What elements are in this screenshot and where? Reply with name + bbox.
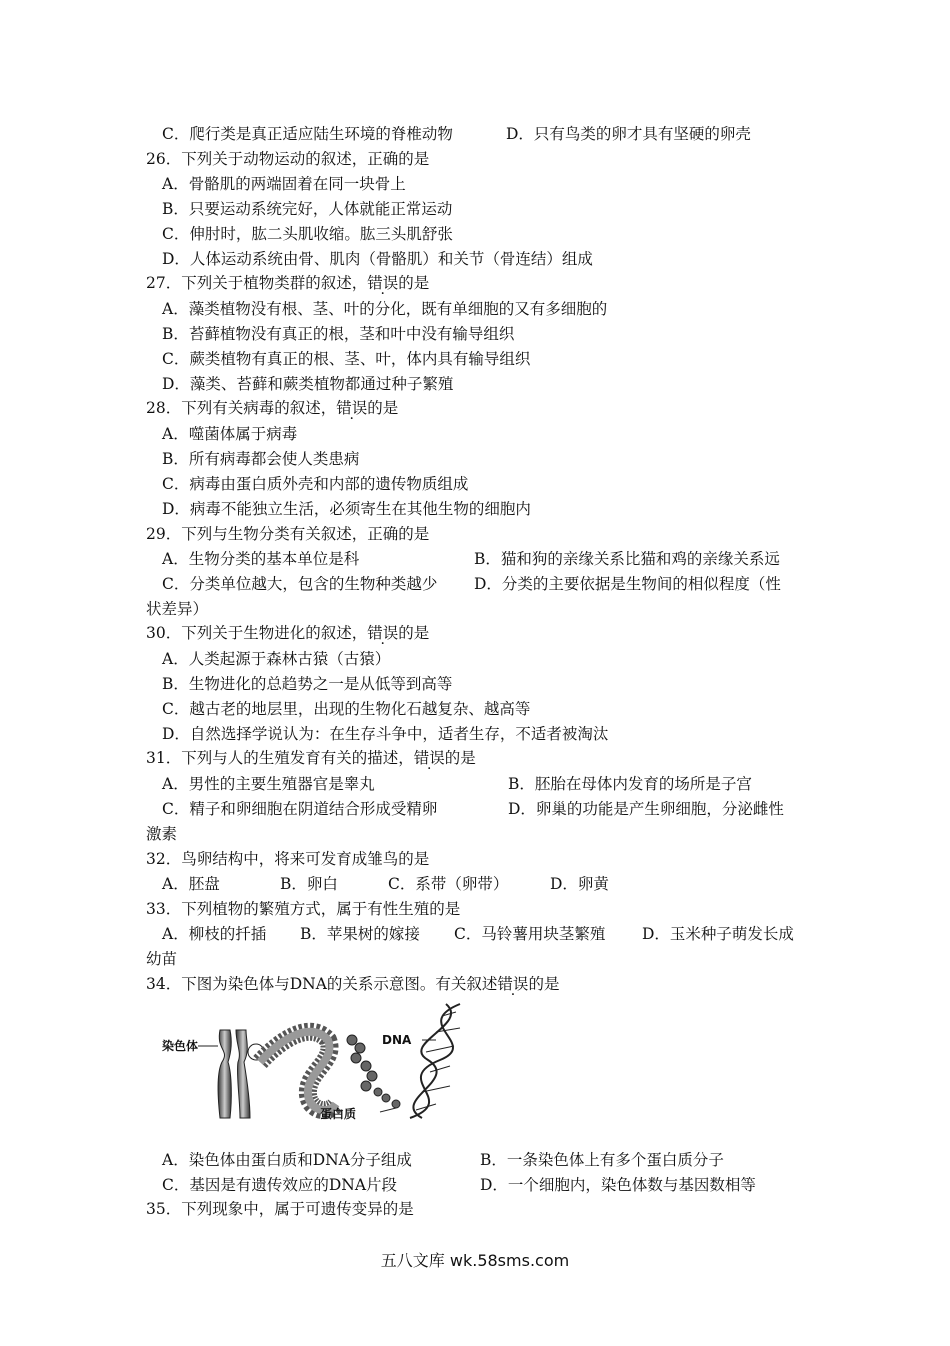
question-32: 32．鸟卵结构中，将来可发育成雏鸟的是 <box>146 850 430 868</box>
question-35: 35．下列现象中，属于可遗传变异的是 <box>146 1200 414 1218</box>
chromosome-label: 染色体 <box>162 1039 199 1053</box>
coiled-fiber-icon <box>260 1032 336 1110</box>
option: C．越古老的地层里，出现的生物化石越复杂、越高等 <box>162 700 531 718</box>
question-34: 34．下图为染色体与DNA的关系示意图。有关叙述错误的是 <box>146 975 560 993</box>
text-line: D．只有鸟类的卵才具有坚硬的卵壳 <box>506 125 751 143</box>
option: D．分类的主要依据是生物间的相似程度（性 <box>474 575 781 593</box>
option: A．藻类植物没有根、茎、叶的分化，既有单细胞的又有多细胞的 <box>162 300 608 318</box>
option: D．卵巢的功能是产生卵细胞，分泌雌性 <box>508 800 784 818</box>
chromosome-dna-figure <box>160 1000 480 1125</box>
question-30: 30．下列关于生物进化的叙述，错误的是 <box>146 624 430 642</box>
question-27: 27．下列关于植物类群的叙述，错误的是 <box>146 274 430 292</box>
option: D．一个细胞内，染色体数与基因数相等 <box>480 1176 756 1194</box>
text-line: C．爬行类是真正适应陆生环境的脊椎动物 <box>162 125 453 143</box>
option: D．自然选择学说认为：在生存斗争中，适者生存，不适者被淘汰 <box>162 725 609 743</box>
option: D．藻类、苔藓和蕨类植物都通过种子繁殖 <box>162 375 454 393</box>
option: D．人体运动系统由骨、肌肉（骨骼肌）和关节（骨连结）组成 <box>162 250 593 268</box>
footer-watermark: 五八文库 wk.58sms.com <box>380 1251 570 1270</box>
option: A．柳枝的扦插 <box>162 925 267 943</box>
option: A．骨骼肌的两端固着在同一块骨上 <box>162 175 406 193</box>
option: A．生物分类的基本单位是科 <box>162 550 360 568</box>
option: A．胚盘 <box>162 875 220 893</box>
option: B．只要运动系统完好，人体就能正常运动 <box>162 200 453 218</box>
question-29: 29．下列与生物分类有关叙述，正确的是 <box>146 525 430 543</box>
option-continuation: 状差异） <box>146 600 209 618</box>
option: C．马铃薯用块茎繁殖 <box>454 925 606 943</box>
option: A．男性的主要生殖器官是睾丸 <box>162 775 375 793</box>
question-26: 26．下列关于动物运动的叙述，正确的是 <box>146 150 430 168</box>
option: B．卵白 <box>280 875 338 893</box>
option: C．精子和卵细胞在阴道结合形成受精卵 <box>162 800 438 818</box>
option: B．苔藓植物没有真正的根，茎和叶中没有输导组织 <box>162 325 515 343</box>
question-31: 31．下列与人的生殖发育有关的描述，错误的是 <box>146 749 476 767</box>
option: B．苹果树的嫁接 <box>300 925 420 943</box>
option: C．病毒由蛋白质外壳和内部的遗传物质组成 <box>162 475 469 493</box>
dna-helix-icon <box>410 1004 460 1118</box>
protein-label: 蛋白质 <box>320 1107 357 1121</box>
question-33: 33．下列植物的繁殖方式，属于有性生殖的是 <box>146 900 461 918</box>
option: D．玉米种子萌发长成 <box>642 925 794 943</box>
option: C．分类单位越大，包含的生物种类越少 <box>162 575 438 593</box>
option-continuation: 激素 <box>146 825 178 843</box>
option: C．伸肘时，肱二头肌收缩。肱三头肌舒张 <box>162 225 453 243</box>
option: C．系带（卵带） <box>388 875 509 893</box>
option: B．一条染色体上有多个蛋白质分子 <box>480 1151 724 1169</box>
option: C．基因是有遗传效应的DNA片段 <box>162 1176 398 1194</box>
option: B．所有病毒都会使人类患病 <box>162 450 360 468</box>
option: A．噬菌体属于病毒 <box>162 425 298 443</box>
option: A．染色体由蛋白质和DNA分子组成 <box>162 1151 412 1169</box>
option: B．胚胎在母体内发育的场所是子宫 <box>508 775 752 793</box>
chromosome-icon <box>218 1030 264 1118</box>
option: D．病毒不能独立生活，必须寄生在其他生物的细胞内 <box>162 500 531 518</box>
option: B．猫和狗的亲缘关系比猫和鸡的亲缘关系远 <box>474 550 780 568</box>
question-28: 28．下列有关病毒的叙述，错误的是 <box>146 399 399 417</box>
option: A．人类起源于森林古猿（古猿） <box>162 650 391 668</box>
option: B．生物进化的总趋势之一是从低等到高等 <box>162 675 453 693</box>
option: C．蕨类植物有真正的根、茎、叶，体内具有输导组织 <box>162 350 531 368</box>
dna-label: DNA <box>382 1033 412 1047</box>
option: D．卵黄 <box>550 875 609 893</box>
option-continuation: 幼苗 <box>146 950 178 968</box>
